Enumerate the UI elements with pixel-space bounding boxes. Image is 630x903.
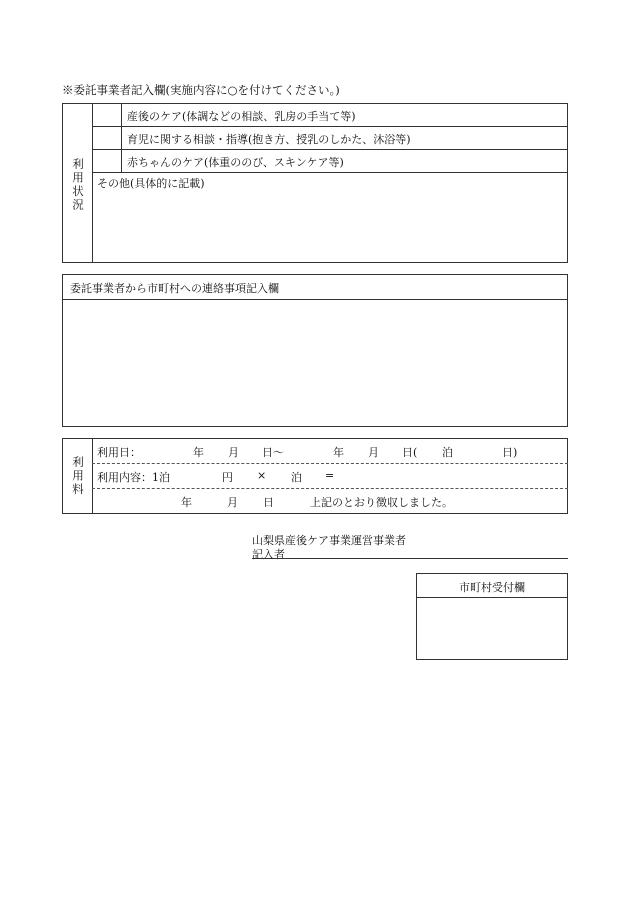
operator-name: 山梨県産後ケア事業運営事業者 bbox=[252, 534, 406, 547]
recorder-signature-line[interactable] bbox=[252, 558, 568, 559]
days-unit: 日) bbox=[502, 446, 518, 459]
usage-check-cell-1[interactable] bbox=[93, 104, 120, 125]
equals-sign: = bbox=[325, 469, 335, 482]
nights-unit: 泊 bbox=[442, 446, 453, 459]
end-day-unit: 日( bbox=[402, 446, 418, 459]
end-month-unit: 月 bbox=[368, 446, 379, 459]
contact-title: 委託事業者から市町村への連絡事項記入欄 bbox=[70, 282, 279, 295]
receipt-day-unit: 日 bbox=[263, 496, 274, 509]
usage-check-cell-3[interactable] bbox=[93, 150, 120, 171]
usage-other-field[interactable] bbox=[93, 190, 567, 262]
recorder-label: 記入者 bbox=[252, 548, 285, 561]
usage-item-postpartum-care: 産後のケア(体調などの相談、乳房の手当て等) bbox=[127, 110, 356, 123]
times-sign: × bbox=[257, 469, 267, 482]
start-month-unit: 月 bbox=[228, 446, 239, 459]
yen-unit: 円 bbox=[222, 471, 233, 484]
start-year-unit: 年 bbox=[193, 446, 204, 459]
usage-date-label: 利用日： bbox=[97, 446, 141, 459]
start-day-unit: 日〜 bbox=[262, 446, 284, 459]
contact-field[interactable] bbox=[63, 300, 567, 426]
usage-item-baby-care: 赤ちゃんのケア(体重ののび、スキンケア等) bbox=[127, 156, 344, 169]
header-note: ※委託事業者記入欄(実施内容に○を付けてください。) bbox=[62, 83, 340, 97]
receipt-month-unit: 月 bbox=[227, 496, 238, 509]
usage-other-label: その他(具体的に記載) bbox=[97, 177, 205, 190]
reception-field[interactable] bbox=[417, 598, 567, 659]
fee-nights-unit: 泊 bbox=[291, 471, 302, 484]
receipt-year-unit: 年 bbox=[181, 496, 192, 509]
usage-content-label: 利用内容：1泊 bbox=[97, 471, 170, 484]
end-year-unit: 年 bbox=[333, 446, 344, 459]
usage-item-childcare-guidance: 育児に関する相談・指導(抱き方、授乳のしかた、沐浴等) bbox=[127, 133, 411, 146]
reception-title: 市町村受付欄 bbox=[459, 581, 525, 594]
receipt-statement: 上記のとおり徴収しました。 bbox=[310, 496, 453, 509]
fee-side-label: 利用料 bbox=[71, 456, 85, 497]
usage-check-cell-2[interactable] bbox=[93, 127, 120, 148]
usage-side-label: 利用状況 bbox=[71, 158, 85, 212]
